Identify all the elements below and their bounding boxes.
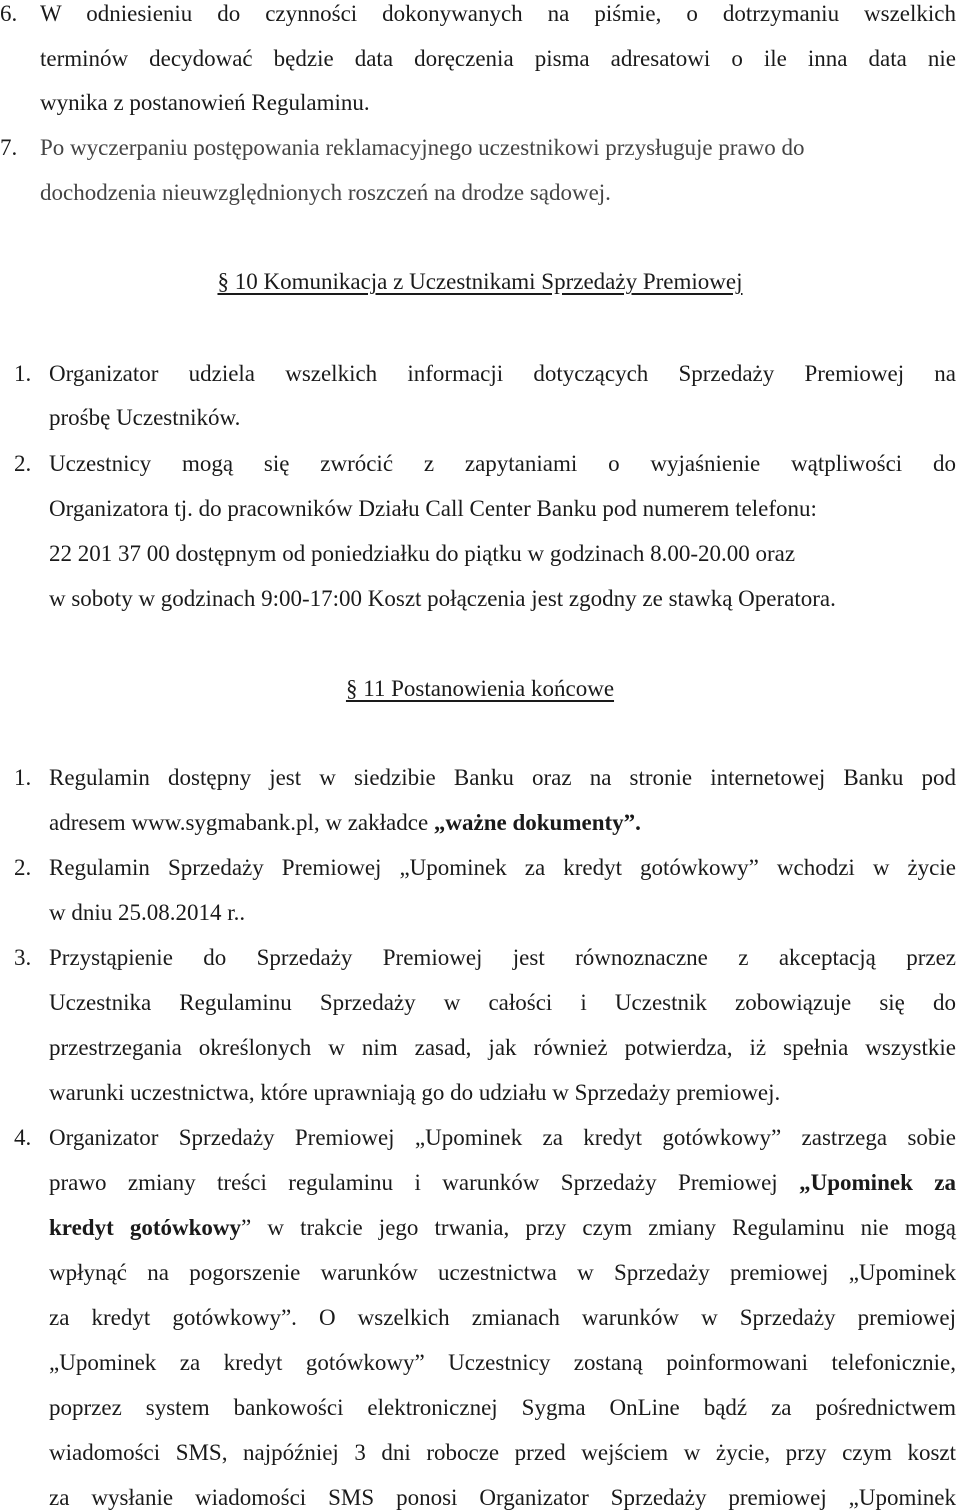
paragraph-line: Organizatora tj. do pracowników Działu Call Center Banku pod numerem telefonu: <box>49 496 817 521</box>
item-number: 6. <box>0 1 18 26</box>
paragraph-line: Organizator Sprzedaży Premiowej „Upominek za kredyt gotówkowy” zastrzega sobie <box>49 1125 956 1150</box>
paragraph-line: Uczestnika Regulaminu Sprzedaży w całości i Uczestnik zobowiązuje się do <box>49 990 956 1015</box>
paragraph-line <box>49 809 641 837</box>
item-number: 1. <box>14 765 32 790</box>
emphasized-text: kredyt gotówkowy <box>49 1215 242 1240</box>
paragraph-line: W odniesieniu do czynności dokonywanych na piśmie, o dotrzymaniu wszelkich <box>40 1 956 26</box>
paragraph-line: Po wyczerpaniu postępowania reklamacyjnego uczestnikowi przysługuje prawo do <box>40 135 805 160</box>
item-number: 7. <box>0 135 18 160</box>
item-number: 2. <box>14 855 32 880</box>
item-number: 3. <box>14 945 32 970</box>
emphasized-text: „ważne dokumenty”. <box>433 810 641 835</box>
paragraph-line: poprzez system bankowości elektronicznej Sygma OnLine bądź za pośrednictwem <box>49 1395 956 1420</box>
paragraph-line: Regulamin dostępny jest w siedzibie Banku oraz na stronie internetowej Banku pod <box>49 765 956 790</box>
paragraph-line: prośbę Uczestników. <box>49 405 241 430</box>
paragraph-text: ” w trakcie jego trwania, przy czym zmiany Regulaminu nie mogą <box>241 1215 956 1240</box>
paragraph-line: Organizator udziela wszelkich informacji dotyczących Sprzedaży Premiowej na <box>49 361 956 386</box>
paragraph-line: wynika z postanowień Regulaminu. <box>40 90 370 115</box>
paragraph-line <box>49 1169 956 1197</box>
section-heading <box>0 268 960 296</box>
paragraph-line: wpłynąć na pogorszenie warunków uczestnictwa w Sprzedaży premiowej „Upominek <box>49 1260 956 1285</box>
paragraph-text: adresem www.sygmabank.pl, w zakładce <box>49 810 434 835</box>
paragraph-line: „Upominek za kredyt gotówkowy” Uczestnicy zostaną poinformowani telefonicznie, <box>49 1350 956 1375</box>
paragraph-line: w soboty w godzinach 9:00-17:00 Koszt połączenia jest zgodny ze stawką Operatora. <box>49 586 836 611</box>
paragraph-line: w dniu 25.08.2014 r.. <box>49 900 246 925</box>
paragraph-line: przestrzegania określonych w nim zasad, jak również potwierdza, iż spełnia wszystkie <box>49 1035 956 1060</box>
item-number: 1. <box>14 361 32 386</box>
emphasized-text: „Upominek za <box>799 1170 957 1195</box>
paragraph-line: Regulamin Sprzedaży Premiowej „Upominek za kredyt gotówkowy” wchodzi w życie <box>49 855 956 880</box>
paragraph-line: terminów decydować będzie data doręczenia pisma adresatowi o ile inna data nie <box>40 46 956 71</box>
paragraph-line: Uczestnicy mogą się zwrócić z zapytaniami o wyjaśnienie wątpliwości do <box>49 451 956 476</box>
section-heading-text: § 11 Postanowienia końcowe <box>345 676 615 701</box>
paragraph-line: dochodzenia nieuwzględnionych roszczeń na drodze sądowej. <box>40 180 611 205</box>
item-number: 4. <box>14 1125 32 1150</box>
paragraph-text: prawo zmiany treści regulaminu i warunków Sprzedaży Premiowej <box>49 1170 800 1195</box>
paragraph-line: za wysłanie wiadomości SMS ponosi Organizator Sprzedaży premiowej „Upominek <box>49 1485 956 1510</box>
item-number: 2. <box>14 451 32 476</box>
paragraph-line <box>49 1214 956 1242</box>
paragraph-line: warunki uczestnictwa, które uprawniają go do udziału w Sprzedaży premiowej. <box>49 1080 781 1105</box>
paragraph-line: Przystąpienie do Sprzedaży Premiowej jest równoznaczne z akceptacją przez <box>49 945 956 970</box>
paragraph-line: za kredyt gotówkowy”. O wszelkich zmianach warunków w Sprzedaży premiowej <box>49 1305 956 1330</box>
paragraph-line: wiadomości SMS, najpóźniej 3 dni robocze przed wejściem w życie, przy czym koszt <box>49 1440 956 1465</box>
section-heading <box>0 675 960 703</box>
paragraph-line: 22 201 37 00 dostępnym od poniedziałku do piątku w godzinach 8.00-20.00 oraz <box>49 541 796 566</box>
section-heading-text: § 10 Komunikacja z Uczestnikami Sprzedaży Premiowej <box>217 269 743 294</box>
